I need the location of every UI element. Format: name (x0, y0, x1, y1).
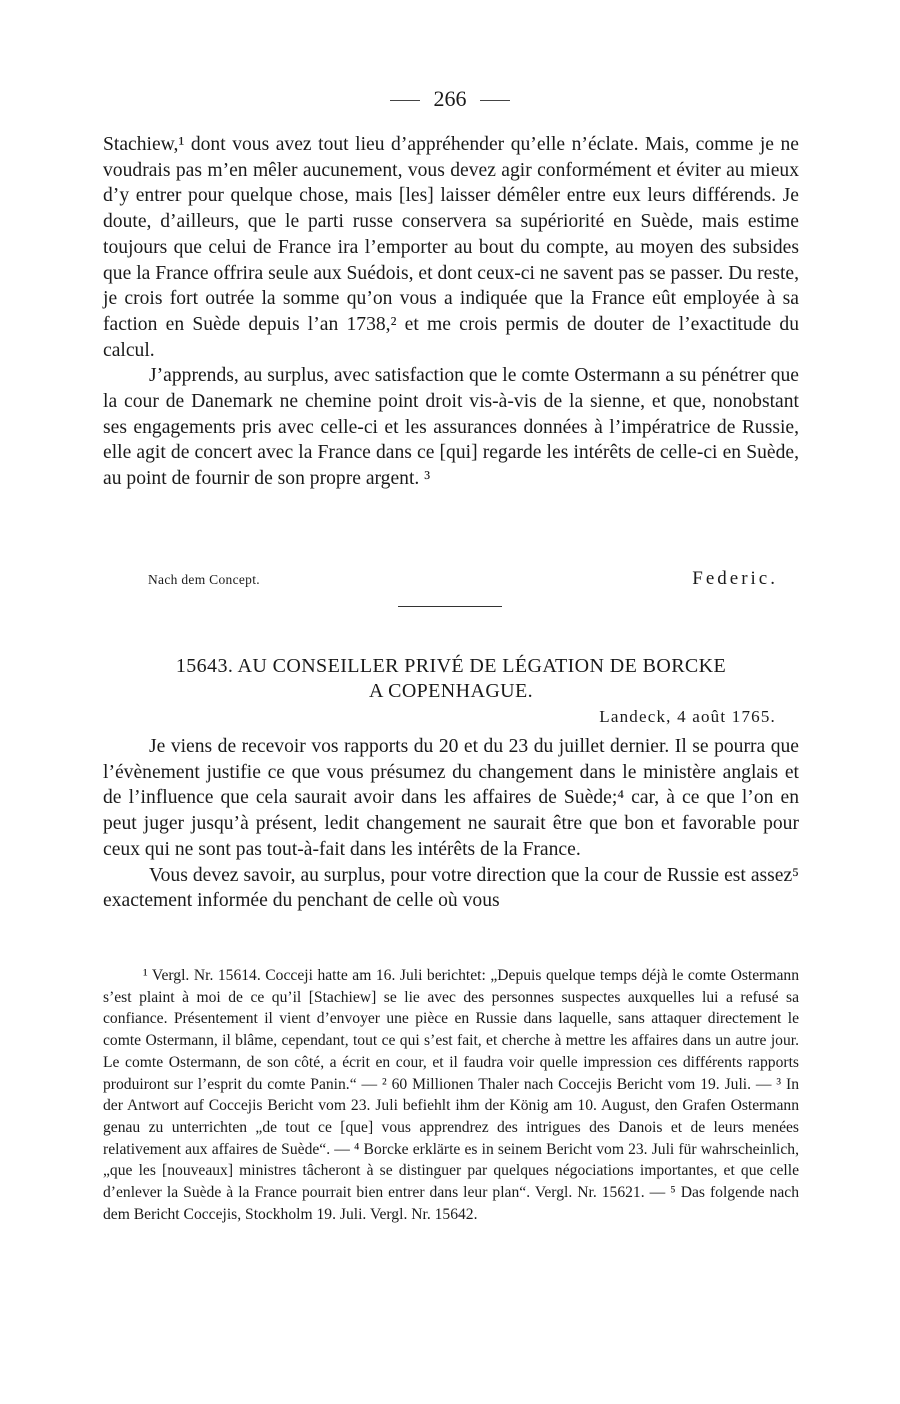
letter-title-line-2: A COPENHAGUE. (368, 680, 534, 702)
letter-paragraph-2: Vous devez savoir, au surplus, pour votre direction que la cour de Russie est assez⁵ exactement informée du penchant de celle où vous (103, 864, 799, 912)
letter-body (103, 734, 799, 914)
continued-letter-text (103, 132, 799, 492)
footnote-text: ¹ Vergl. Nr. 15614. Cocceji hatte am 16. Juli berichtet: „Depuis quelque temps déjà le comte Ostermann s’est plaint à moi de ce qu’il [Stachiew] se lie avec des personnes suspectes auxquelles lui a refusé sa confiance. Présentement il vient d’envoyer une pièce en Russie dans laquelle, sans attaquer directement le comte Ostermann, il blâme, cependant, tout ce qui s’est fait, et cherche à mettre les affaires dans un autre jour. Le comte Ostermann, de son côté, a écrit en cour, et il faudra voir quelle impression ces différents rapports produiront sur l’esprit du comte Panin.“ — ² 60 Millionen Thaler nach Coccejis Bericht vom 19. Juli. — ³ In der Antwort auf Coccejis Bericht vom 23. Juli befiehlt ihm der König am 10. August, den Grafen Ostermann genau zu unterrichten „de tout ce [que] vous apprendrez des intrigues des Danois et de leurs menées relativement aux affaires de Suède“. — ⁴ Borcke erklärte es in seinem Bericht vom 23. Juli für wahrscheinlich, „que les [nouveaux] ministres tâcheront à se distinguer par quelques négociations importantes, et que celle d’enlever la Suède à la France pourrait bien entrer dans leur plan“. Vergl. Nr. 15621. — ⁵ Das folgende nach dem Bericht Coccejis, Stockholm 19. Juli. Vergl. Nr. 15642. (103, 967, 799, 1223)
section-divider (398, 606, 502, 607)
letter-title-line-1: 15643. AU CONSEILLER PRIVÉ DE LÉGATION DE BORCKE (175, 655, 727, 677)
letter-heading (103, 654, 799, 704)
signature: Federic. (692, 568, 778, 589)
footnotes (103, 965, 799, 1225)
letter-dateline: Landeck, 4 août 1765. (599, 707, 776, 726)
page-number: 266 (433, 86, 467, 111)
source-note: Nach dem Concept. (148, 572, 260, 587)
header-dash-right (480, 100, 510, 101)
page-header (0, 86, 900, 112)
continued-paragraph-2: J’apprends, au surplus, avec satisfaction que le comte Ostermann a su pénétrer que la cour de Danemark ne chemine point droit vis-à-vis de la sienne, et que, nonobstant ses engagements pris avec celle-ci et les assurances données à l’impératrice de Russie, elle agit de concert avec la France dans ce [qui] regarde les intérêts de celle-ci en Suède, au point de fournir de son propre argent. ³ (103, 365, 799, 490)
header-dash-left (390, 100, 420, 101)
letter-paragraph-1: Je viens de recevoir vos rapports du 20 et du 23 du juillet dernier. Il se pourra que l’évènement justifie ce que vous présumez du changement dans le ministère anglais et de l’influence que cela saurait avoir dans les affaires de Suède;⁴ car, à ce que l’on en peut juger jusqu’à présent, ledit changement ne saurait être que bon et favorable pour ceux qui ne sont pas tout-à-fait dans les intérêts de la France. (103, 736, 799, 860)
closing-row (148, 568, 778, 594)
continued-paragraph-1: Stachiew,¹ dont vous avez tout lieu d’appréhender qu’elle n’éclate. Mais, comme je ne voudrais pas m’en mêler aucunement, vous devez agir conformément et éviter au mieux d’y entrer pour quelque chose, mais [les] laisser démêler entre eux leurs différends. Je doute, d’ailleurs, que le parti russe conservera sa supériorité en Suède, mais estime toujours que celui de France ira l’emporter au bout du compte, au moyen des subsides que la France offrira seule aux Suédois, et dont ceux-ci ne savent pas se passer. Du reste, je crois fort outrée la somme qu’on vous a indiquée que la France eût employée à sa faction en Suède depuis l’an 1738,² et me crois permis de douter de l’exactitude du calcul. (103, 134, 799, 361)
